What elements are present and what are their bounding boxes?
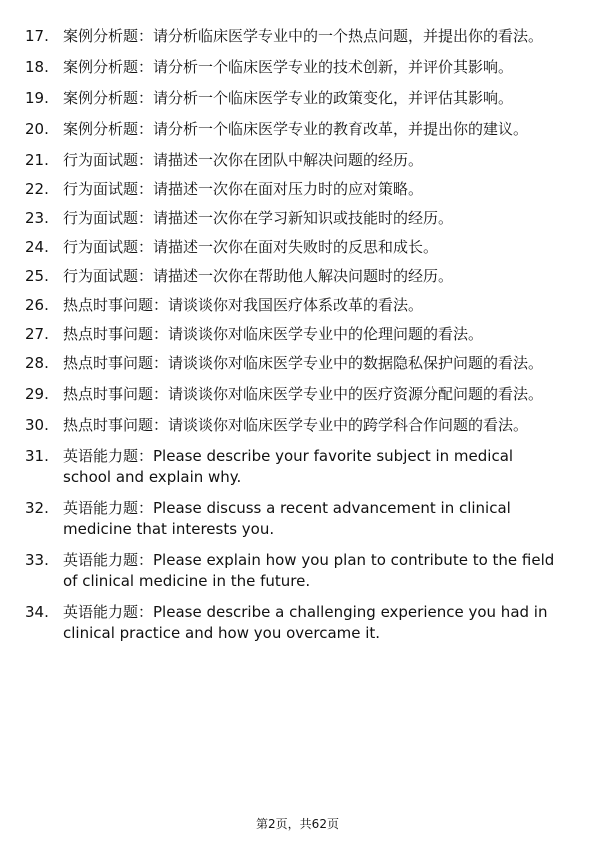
question-text: 行为面试题：请描述一次你在团队中解决问题的经历。	[63, 151, 424, 169]
question-item	[0, 498, 595, 540]
question-item	[0, 150, 595, 171]
question-text: 热点时事问题：请谈谈你对我国医疗体系改革的看法。	[63, 296, 424, 314]
question-number: 32.	[25, 499, 49, 517]
question-text: 英语能力题：Please discuss a recent advancement in clinical medicine that interests you.	[63, 499, 511, 538]
question-text: 热点时事问题：请谈谈你对临床医学专业中的医疗资源分配问题的看法。	[63, 385, 544, 403]
question-item	[0, 208, 595, 229]
question-item	[0, 26, 595, 47]
question-number: 20.	[25, 120, 49, 138]
question-item	[0, 237, 595, 258]
question-number: 17.	[25, 27, 49, 45]
question-text: 行为面试题：请描述一次你在学习新知识或技能时的经历。	[63, 209, 454, 227]
question-item	[0, 179, 595, 200]
question-number: 22.	[25, 180, 49, 198]
question-text: 案例分析题：请分析一个临床医学专业的技术创新，并评价其影响。	[63, 58, 514, 76]
question-number: 23.	[25, 209, 49, 227]
question-text: 英语能力题：Please explain how you plan to contribute to the field of clinical medicine in the future.	[63, 551, 555, 590]
question-number: 30.	[25, 416, 49, 434]
question-text: 案例分析题：请分析一个临床医学专业的政策变化，并评估其影响。	[63, 89, 514, 107]
question-item	[0, 446, 595, 488]
question-number: 18.	[25, 58, 49, 76]
question-text: 案例分析题：请分析临床医学专业中的一个热点问题，并提出你的看法。	[63, 27, 544, 45]
question-item	[0, 324, 595, 345]
question-text: 热点时事问题：请谈谈你对临床医学专业中的伦理问题的看法。	[63, 325, 484, 343]
question-number: 26.	[25, 296, 49, 314]
question-text: 热点时事问题：请谈谈你对临床医学专业中的跨学科合作问题的看法。	[63, 416, 529, 434]
question-number: 24.	[25, 238, 49, 256]
question-item	[0, 266, 595, 287]
question-item	[0, 415, 595, 436]
question-item	[0, 119, 595, 140]
question-number: 21.	[25, 151, 49, 169]
question-number: 33.	[25, 551, 49, 569]
question-text: 案例分析题：请分析一个临床医学专业的教育改革，并提出你的建议。	[63, 120, 529, 138]
question-item	[0, 88, 595, 109]
question-list	[0, 26, 595, 654]
question-text: 行为面试题：请描述一次你在面对压力时的应对策略。	[63, 180, 424, 198]
question-item	[0, 550, 595, 592]
question-number: 28.	[25, 354, 49, 372]
question-item	[0, 295, 595, 316]
question-item	[0, 57, 595, 78]
question-item	[0, 602, 595, 644]
question-number: 27.	[25, 325, 49, 343]
question-number: 25.	[25, 267, 49, 285]
question-text: 行为面试题：请描述一次你在帮助他人解决问题时的经历。	[63, 267, 454, 285]
question-number: 19.	[25, 89, 49, 107]
question-item	[0, 384, 595, 405]
question-text: 英语能力题：Please describe a challenging experience you had in clinical practice and how you overcame it.	[63, 603, 548, 642]
question-text: 热点时事问题：请谈谈你对临床医学专业中的数据隐私保护问题的看法。	[63, 354, 544, 372]
question-number: 34.	[25, 603, 49, 621]
question-text: 英语能力题：Please describe your favorite subject in medical school and explain why.	[63, 447, 514, 486]
question-number: 31.	[25, 447, 49, 465]
question-item	[0, 353, 595, 374]
page-footer: 第2页，共62页	[256, 817, 339, 831]
question-number: 29.	[25, 385, 49, 403]
question-text: 行为面试题：请描述一次你在面对失败时的反思和成长。	[63, 238, 439, 256]
